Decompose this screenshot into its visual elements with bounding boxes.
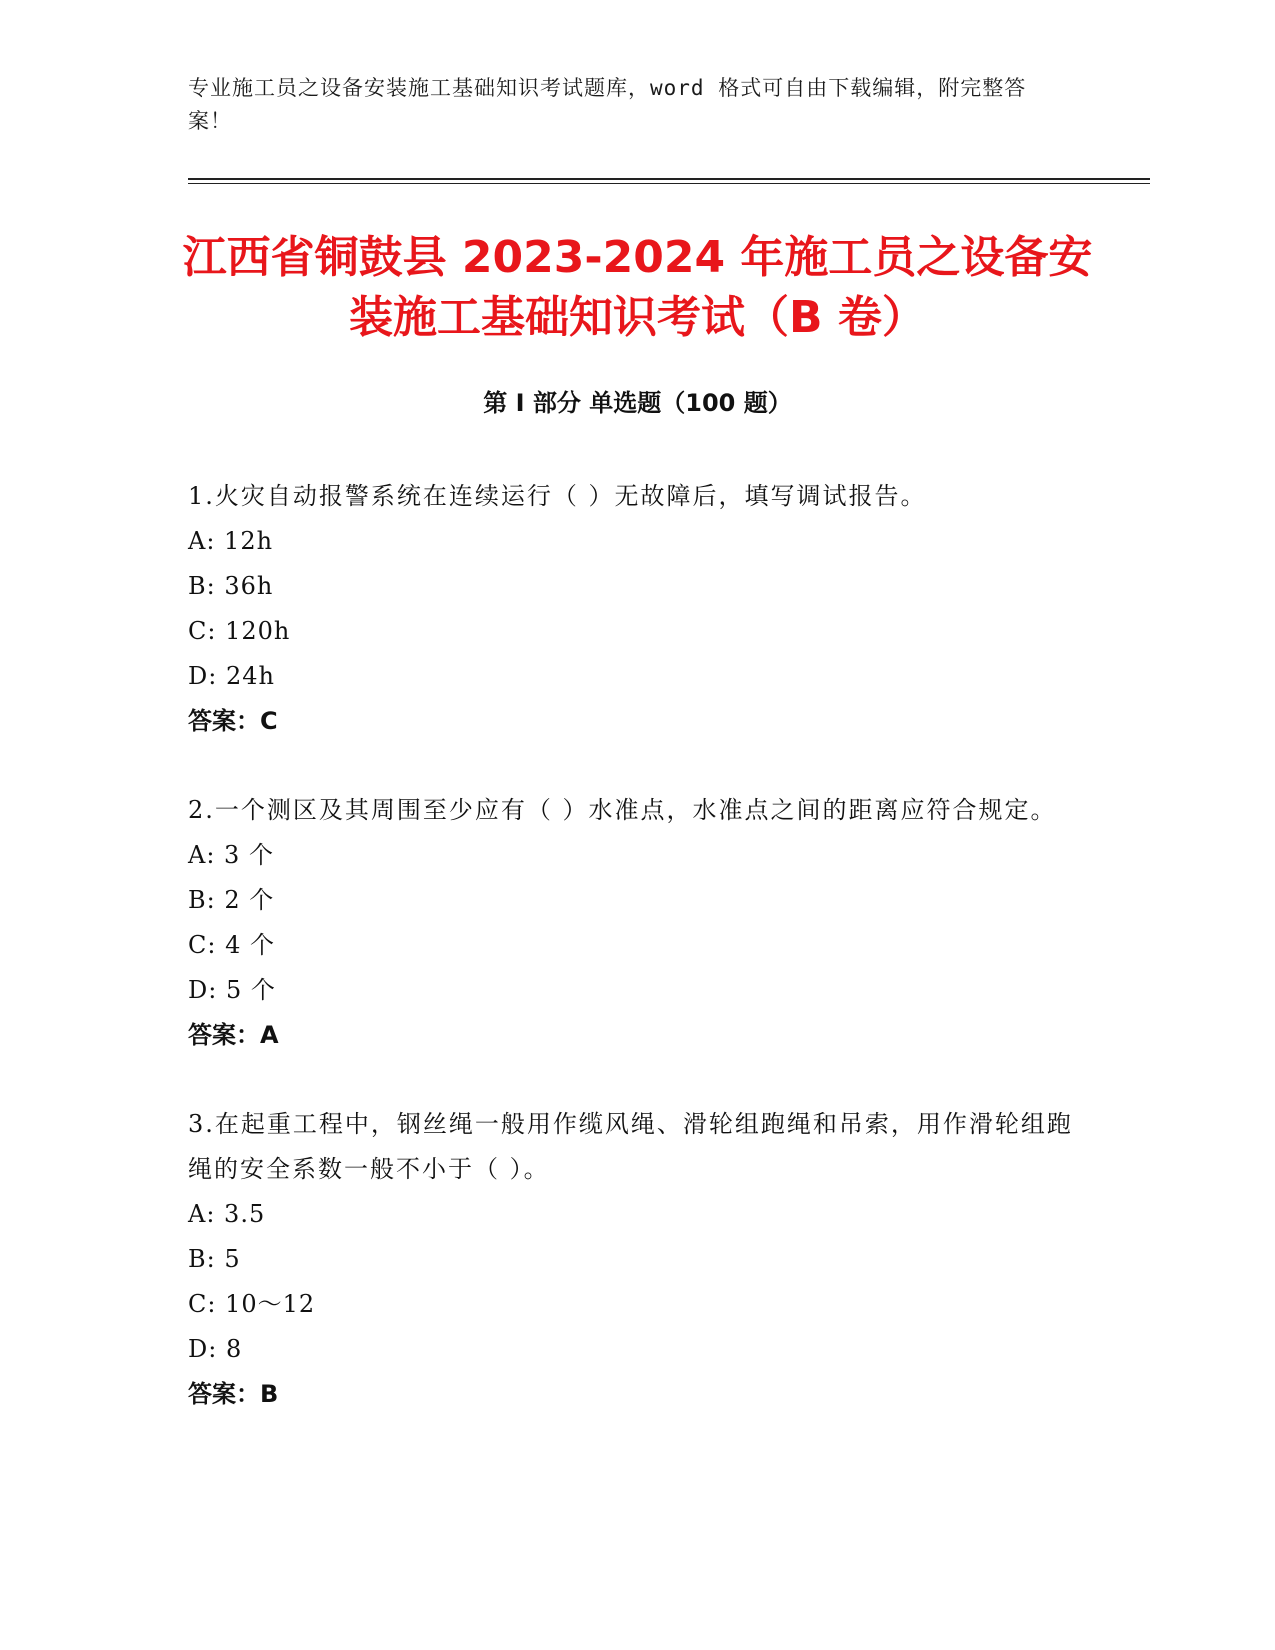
option-a: A: 3 个 — [188, 841, 274, 869]
option-b: B: 36h — [188, 572, 274, 600]
option-c: C: 4 个 — [188, 931, 275, 959]
question-stem: 3.在起重工程中，钢丝绳一般用作缆风绳、滑轮组跑绳和吊索，用作滑轮组跑绳的安全系数一般不小于（ ）。 — [188, 1110, 1073, 1183]
option-b: B: 2 个 — [188, 886, 275, 914]
question-3 — [188, 1102, 1078, 1417]
option-c: C: 120h — [188, 617, 291, 645]
title-line-2: 装施工基础知识考试（B 卷） — [349, 292, 926, 343]
option-d: D: 8 — [188, 1335, 243, 1363]
option-d: D: 24h — [188, 662, 275, 690]
question-stem: 2.一个测区及其周围至少应有（ ）水准点，水准点之间的距离应符合规定。 — [188, 796, 1057, 824]
option-b: B: 5 — [188, 1245, 241, 1273]
question-list — [188, 474, 1078, 1461]
option-c: C: 10～12 — [188, 1290, 316, 1318]
answer-line: 答案：C — [188, 707, 278, 735]
answer-line: 答案：B — [188, 1380, 279, 1408]
header-divider-thin — [188, 183, 1150, 184]
option-d: D: 5 个 — [188, 976, 276, 1004]
section-heading: 第 I 部分 单选题（100 题） — [483, 389, 792, 417]
document-title — [150, 228, 1125, 348]
question-stem: 1.火灾自动报警系统在连续运行（ ）无故障后，填写调试报告。 — [188, 482, 927, 510]
question-2 — [188, 788, 1078, 1058]
header-divider-thick — [188, 178, 1150, 180]
option-a: A: 3.5 — [188, 1200, 266, 1228]
option-a: A: 12h — [188, 527, 274, 555]
title-line-1: 江西省铜鼓县 2023-2024 年施工员之设备安 — [182, 232, 1093, 283]
question-1 — [188, 474, 1078, 744]
header-note: 专业施工员之设备安装施工基础知识考试题库，word 格式可自由下载编辑，附完整答案！ — [188, 76, 1027, 133]
answer-line: 答案：A — [188, 1021, 279, 1049]
